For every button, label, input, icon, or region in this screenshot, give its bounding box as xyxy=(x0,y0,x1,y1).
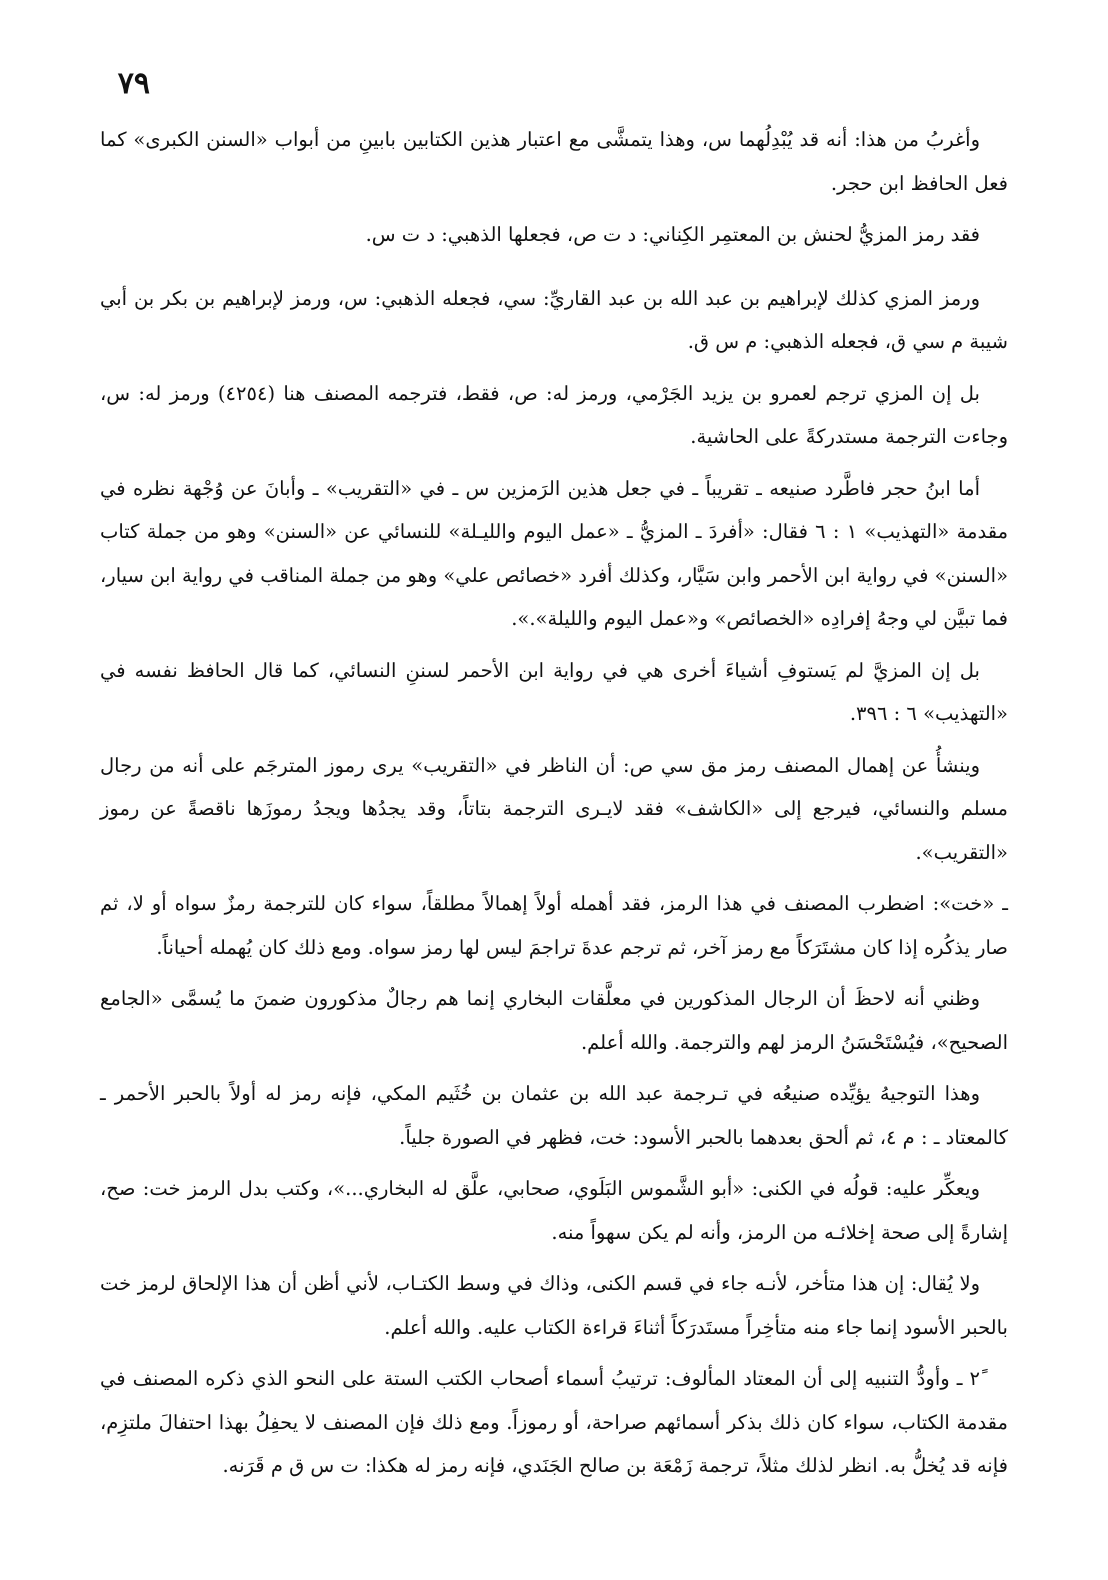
spacer xyxy=(100,265,1008,277)
paragraph-10: وهذا التوجيهُ يؤيِّده صنيعُه في تـرجمة عبد الله بن عثمان بن خُثَيم المكي، فإنه رمز له أولاً بالحبر الأحمر ـ كالمعتاد ـ : م ٤، ثم ألحق بعدهما بالحبر الأسود: خت، فظهر في الصورة جلياً. xyxy=(100,1082,1008,1149)
paragraph-2: فقد رمز المزيُّ لحنش بن المعتمِر الكِناني: د ت ص، فجعلها الذهبي: د ت س. xyxy=(365,223,980,246)
paragraph-8: ـ «خت»: اضطرب المصنف في هذا الرمز، فقد أهمله أولاً إهمالاً مطلقاً، سواء كان للترجمة رمزٌ سواه أو لا، ثم صار يذكُره إذا كان مشتَرَكاً مع رمز آخر، ثم ترجم عدةَ تراجمَ ليس لها رمز سواه. ومع ذلك كان يُهمله أحياناً. xyxy=(100,892,1008,959)
paragraph-3: ورمز المزي كذلك لإبراهيم بن عبد الله بن عبد القاريِّ: سي، فجعله الذهبي: س، ورمز لإبراهيم بن بكر بن أبي شيبة م سي ق، فجعله الذهبي: م س ق. xyxy=(100,286,1008,353)
paragraph-13: ٢ً ـ وأودُّ التنبيه إلى أن المعتاد المألوف: ترتيبُ أسماء أصحاب الكتب الستة على النحو الذي ذكره المصنف في مقدمة الكتاب، سواء كان ذلك بذكر أسمائهم صراحة، أو رموزاً. ومع ذلك فإن المصنف لا يحفِلُ بهذا احتفالَ ملتزِم، فإنه قد يُخلُّ به. انظر لذلك مثلاً، ترجمة زَمْعَة بن صالح الجَنَدي، فإنه رمز له هكذا: ت س ق م قَرَنه. xyxy=(100,1367,1008,1477)
paragraph-9: وظني أنه لاحظَ أن الرجال المذكورين في معلَّقات البخاري إنما هم رجالٌ مذكورون ضمنَ ما يُسمَّى «الجامع الصحيح»، فيُسْتَحْسَنُ الرمز لهم والترجمة. والله أعلم. xyxy=(100,987,1008,1054)
paragraph-1: وأغربُ من هذا: أنه قد يُبْدِلُهما س، وهذا يتمشَّى مع اعتبار هذين الكتابين بابينِ من أبواب «السنن الكبرى» كما فعل الحافظ ابن حجر. xyxy=(100,128,1008,195)
page-number: ٧٩ xyxy=(117,66,150,101)
document-body xyxy=(100,118,1008,1496)
paragraph-12: ولا يُقال: إن هذا متأخر، لأنـه جاء في قسم الكنى، وذاك في وسط الكتـاب، لأني أظن أن هذا الإلحاق لرمز خت بالحبر الأسود إنما جاء منه متأخِراً مستَدرَكاً أثناءَ قراءة الكتاب عليه. والله أعلم. xyxy=(100,1272,1008,1339)
paragraph-6: بل إن المزيَّ لم يَستوفِ أشياءَ أخرى هي في رواية ابن الأحمر لسننِ النسائي، كما قال الحافظ نفسه في «التهذيب» ٦ : ٣٩٦. xyxy=(100,658,1008,725)
paragraph-4: بل إن المزي ترجم لعمرو بن يزيد الجَرْمي، ورمز له: ص، فقط، فترجمه المصنف هنا (٤٢٥٤) ورمز له: س، وجاءت الترجمة مستدركةً على الحاشية. xyxy=(100,381,1008,448)
paragraph-5: أما ابنُ حجر فاطَّرد صنيعه ـ تقريباً ـ في جعل هذين الرَمزين س ـ في «التقريب» ـ وأبانَ عن وُجْهة نظره في مقدمة «التهذيب» ١ : ٦ فقال: «أفردَ ـ المزيُّ ـ «عمل اليوم والليـلة» للنسائي عن «السنن» وهو من جملة كتاب «السنن» في رواية ابن الأحمر وابن سَيَّار، وكذلك أفرد «خصائص علي» وهو من جملة المناقب في رواية ابن سيار، فما تبيَّن لي وجهُ إفرادِه «الخصائص» و«عمل اليوم والليلة».». xyxy=(100,476,1009,630)
paragraph-7: وينشأُ عن إهمال المصنف رمز مق سي ص: أن الناظر في «التقريب» يرى رموز المترجَم على أنه من رجال مسلم والنسائي، فيرجع إلى «الكاشف» فقد لايـرى الترجمة بتاتاً، وقد يجدُها ويجدُ رموزَها ناقصةً عن رموز «التقريب». xyxy=(100,753,1008,864)
paragraph-11: ويعكِّر عليه: قولُه في الكنى: «أبو الشَّموس البَلَوي، صحابي، علَّق له البخاري...»، وكتب بدل الرمز خت: صح، إشارةً إلى صحة إخلائـه من الرمز، وأنه لم يكن سهواً منه. xyxy=(100,1177,1008,1244)
